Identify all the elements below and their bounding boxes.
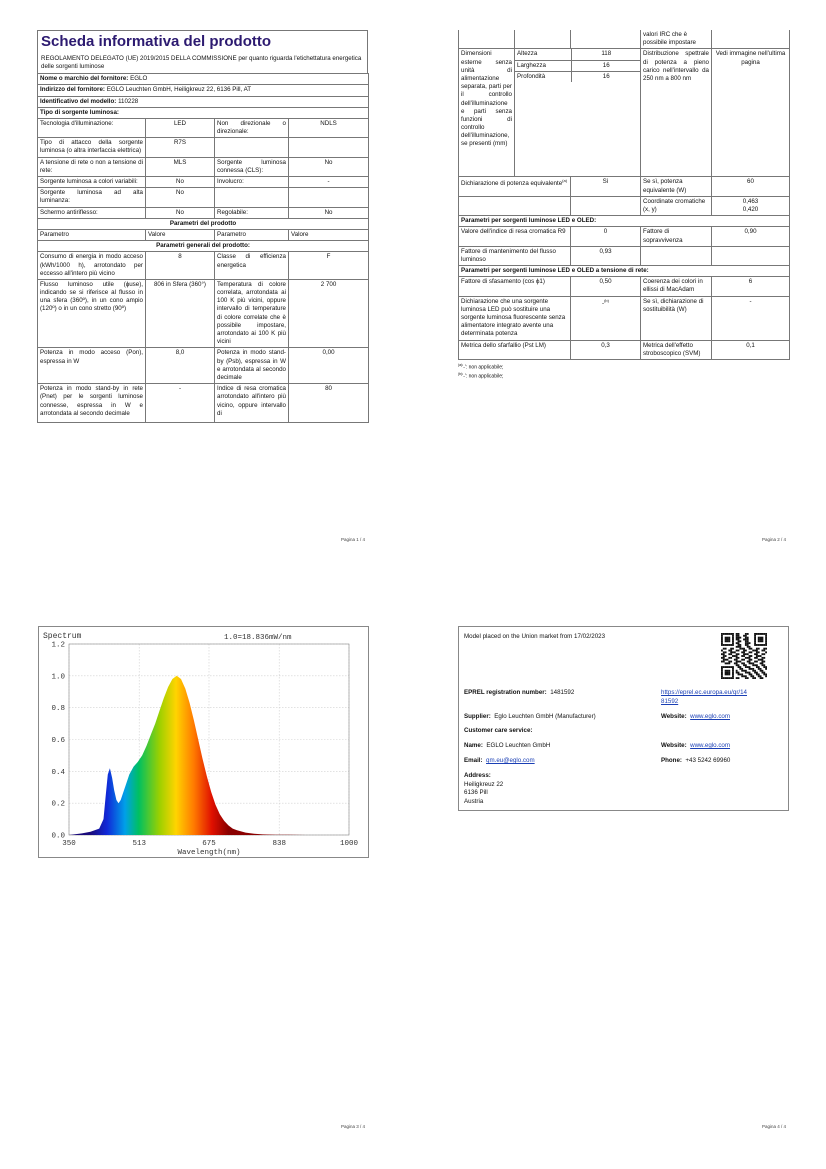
page-4 (458, 626, 789, 811)
strobo-label: Metrica dell'effetto stroboscopico (SVM) (641, 340, 712, 359)
param-label: Flusso luminoso utile (ɸuse), indicando se si riferisce al flusso in una sfera (360º), in un cono ampio (120º) o in un cono stretto (90º) (38, 279, 146, 348)
param-label: Indice di resa cromatica arrotondato all'intero più vicino, oppure intervallo di (215, 384, 289, 423)
page-footer: Pagina 2 / 4 (762, 537, 787, 542)
x-tick-label: 350 (62, 840, 76, 848)
equiv-power-value: 60 (712, 177, 790, 196)
care-email: Email: qm.eu@eglo.com (464, 757, 535, 764)
website-link[interactable]: www.eglo.com (690, 713, 731, 720)
table-row (38, 188, 369, 207)
spectrum-chart (38, 626, 369, 858)
page-2 (458, 30, 789, 380)
equiv-label: Dichiarazione di potenza equivalente$^{(a)}$ (459, 177, 571, 196)
param-value: No (146, 177, 215, 188)
product-info-table (37, 73, 369, 423)
param-label: Sorgente luminosa a colori variabili: (38, 177, 146, 188)
cos-value: 0,50 (571, 277, 641, 296)
eprel-link[interactable]: https://eprel.ec.europa.eu/qr/14 81592 (661, 689, 747, 705)
params-general-heading: Parametri generali del prodotto: (38, 241, 369, 252)
dimensions-table: Altezza 118 Larghezza 16 Profondità 16 (515, 49, 641, 82)
r9-value: 0 (571, 227, 641, 246)
care-address: Address: Heiligkreuz 22 6136 Pill Austria (464, 772, 504, 806)
flicker-label: Metrica dello sfarfallio (Pst LM) (459, 340, 571, 359)
maintenance-label: Fattore di mantenimento del flusso luminoso (459, 246, 571, 265)
table-row (38, 157, 369, 176)
chart-annotation: 1.0=18.836mW/nm (224, 634, 292, 642)
supplier-address-row: Indirizzo del fornitore: EGLO Leuchten GmbH, Heiligkreuz 22, 6136 Pill, AT (38, 85, 369, 96)
survival-value: 0,90 (712, 227, 790, 246)
param-label: Potenza in modo stand-by (Psb), espressa in W e arrotondata al secondo decimale (215, 348, 289, 384)
param-value: MLS (146, 157, 215, 176)
column-headers: Parametro Valore Parametro Valore (38, 229, 369, 240)
table-row (38, 207, 369, 218)
param-value (289, 188, 369, 207)
footnote-b: $^{(b)}$'-': non applicabile; (458, 371, 504, 380)
flicker-value: 0,3 (571, 340, 641, 359)
maintenance-value: 0,93 (571, 246, 641, 265)
table-row (38, 252, 369, 280)
param-value: 80 (289, 384, 369, 423)
param-value: 0,00 (289, 348, 369, 384)
care-name: Name: EGLO Leuchten GmbH (464, 742, 551, 749)
param-label: Temperatura di colore correlata, arrotondata ai 100 K più vicini, oppure intervallo di temperature di colore correlate che è possibile impostare, arrotondato ai 100 K più vicini (215, 279, 289, 348)
param-value: R7S (146, 138, 215, 157)
table-row (38, 138, 369, 157)
x-tick-label: 1000 (339, 840, 359, 848)
care-website: Website: www.eglo.com (661, 742, 731, 749)
param-label: Schermo antiriflesso: (38, 207, 146, 218)
cri-range-cont: valori IRC che è possibile impostare (641, 30, 712, 49)
y-tick-label: 0.4 (51, 768, 65, 777)
equiv-power-label: Se sì, potenza equivalente (W) (641, 177, 712, 196)
footnotes (458, 363, 789, 380)
y-tick-label: 0.8 (51, 705, 65, 714)
spd-value: Vedi immagine nell'ultima pagina (712, 49, 790, 177)
supplier-website: Website: www.eglo.com (661, 713, 731, 720)
table-row (38, 384, 369, 423)
replace-w-value: - (712, 296, 790, 340)
param-value: No (289, 157, 369, 176)
param-label: A tensione di rete o non a tensione di rete: (38, 157, 146, 176)
equiv-value: Sì (571, 177, 641, 196)
param-value (289, 138, 369, 157)
param-label (215, 188, 289, 207)
source-type-heading: Tipo di sorgente luminosa: (38, 107, 369, 118)
param-value: No (289, 207, 369, 218)
survival-label: Fattore di sopravvivenza (641, 227, 712, 246)
market-date: Model placed on the Union market from 17/02/2023 (464, 633, 606, 640)
param-value: F (289, 252, 369, 280)
param-label: Sorgente luminosa connessa (CLS): (215, 157, 289, 176)
led-section-heading: Parametri per sorgenti luminose LED e OLED: (459, 216, 790, 227)
param-label: Potenza in modo stand-by in rete (Pnet) per le sorgenti luminose connesse, espressa in W e arrotondata al secondo decimale (38, 384, 146, 423)
footnote-a: $^{(a)}$'-': non applicabile; (458, 362, 504, 371)
param-label: Sorgente luminosa ad alta luminanza: (38, 188, 146, 207)
chart-title: Spectrum (43, 632, 82, 641)
y-tick-label: 1.2 (51, 641, 65, 650)
qr-code-icon[interactable] (721, 633, 767, 679)
x-tick-label: 838 (272, 840, 286, 848)
table-row (38, 348, 369, 384)
care-phone: Phone: +43 5242 69960 (661, 757, 731, 764)
y-tick-label: 0.2 (51, 800, 65, 809)
page-footer: Pagina 4 / 4 (762, 1124, 787, 1129)
table-row (38, 177, 369, 188)
param-value: No (146, 207, 215, 218)
param-label: Tipo di attacco della sorgente luminosa (o altra interfaccia elettrica) (38, 138, 146, 157)
param-value: 8,0 (146, 348, 215, 384)
param-value: NDLS (289, 118, 369, 137)
macadam-value: 6 (712, 277, 790, 296)
dimensions-label: Dimensioni esterne senza unità di alimentazione separata, parti per il controllo dell'illuminazione e parti senza funzioni di controllo dell'illuminazione, se presenti (mm) (459, 49, 515, 177)
param-label: Potenza in modo acceso (Pon), espressa in W (38, 348, 146, 384)
macadam-label: Coerenza dei colori in ellissi di MacAdam (641, 277, 712, 296)
y-tick-label: 1.0 (51, 673, 65, 682)
table-row (38, 118, 369, 137)
customer-care-heading: Customer care service: (464, 727, 533, 734)
spectrum-svg (39, 627, 370, 859)
replace-w-label: Se sì, dichiarazione di sostituibilità (W) (641, 296, 712, 340)
regulation-text: REGOLAMENTO DELEGATO (UE) 2019/2015 DELLA COMMISSIONE per quanto riguarda l'etichettatura energetica delle sorgenti luminose (37, 53, 368, 73)
model-row: Identificativo del modello: 110228 (38, 96, 369, 107)
param-value: 2 700 (289, 279, 369, 348)
x-tick-label: 675 (202, 840, 216, 848)
eprel-number: EPREL registration number: 1481592 (464, 689, 575, 696)
strobo-value: 0,1 (712, 340, 790, 359)
spd-label: Distribuzione spettrale di potenza a pieno carico nell'intervallo da 250 nm a 800 nm (641, 49, 712, 177)
y-tick-label: 0.0 (51, 832, 65, 841)
dimensions-cell (515, 49, 641, 177)
page-title: Scheda informativa del prodotto (41, 33, 272, 50)
chroma-value: 0,463 0,420 (712, 196, 790, 215)
title-box (37, 30, 368, 53)
product-params-table-cont (458, 30, 790, 360)
website-link[interactable]: www.eglo.com (690, 742, 731, 749)
supplier: Supplier: Eglo Leuchten GmbH (Manufacturer) (464, 713, 596, 720)
replace-label: Dichiarazione che una sorgente luminosa LED può sostituire una sorgente luminosa fluorescente senza alimentatore integrato avente una determinata potenza (459, 296, 571, 340)
r9-label: Valore dell'indice di resa cromatica R9 (459, 227, 571, 246)
param-label: Classe di efficienza energetica (215, 252, 289, 280)
page-footer: Pagina 1 / 4 (341, 537, 366, 542)
param-value: 806 in Sfera (360°) (146, 279, 215, 348)
param-label (215, 138, 289, 157)
param-value: 8 (146, 252, 215, 280)
param-value: - (289, 177, 369, 188)
table-row (38, 279, 369, 348)
param-label: Non direzionale o direzionale: (215, 118, 289, 137)
y-tick-label: 0.6 (51, 737, 65, 745)
email-link[interactable]: qm.eu@eglo.com (486, 757, 535, 764)
param-label: Consumo di energia in modo acceso (kWh/1000 h), arrotondato per eccesso all'intero più vicino (38, 252, 146, 280)
param-label: Tecnologia d'illuminazione: (38, 118, 146, 137)
supplier-name-row: Nome o marchio del fornitore: EGLO (38, 74, 369, 85)
param-value: No (146, 188, 215, 207)
mains-section-heading: Parametri per sorgenti luminose LED e OLED a tensione di rete: (459, 266, 790, 277)
page-1 (37, 30, 368, 423)
param-value: LED (146, 118, 215, 137)
param-value: - (146, 384, 215, 423)
param-label: Regolabile: (215, 207, 289, 218)
x-axis-label: Wavelength(nm) (177, 849, 241, 857)
params-product-heading: Parametri del prodotto (38, 218, 369, 229)
cos-label: Fattore di sfasamento (cos ϕ1) (459, 277, 571, 296)
param-label: Involucro: (215, 177, 289, 188)
chroma-label: Coordinate cromatiche (x, y) (641, 196, 712, 215)
x-tick-label: 513 (132, 840, 146, 848)
page-footer: Pagina 3 / 4 (341, 1124, 366, 1129)
replace-value: -$^{(b)}$ (571, 296, 641, 340)
